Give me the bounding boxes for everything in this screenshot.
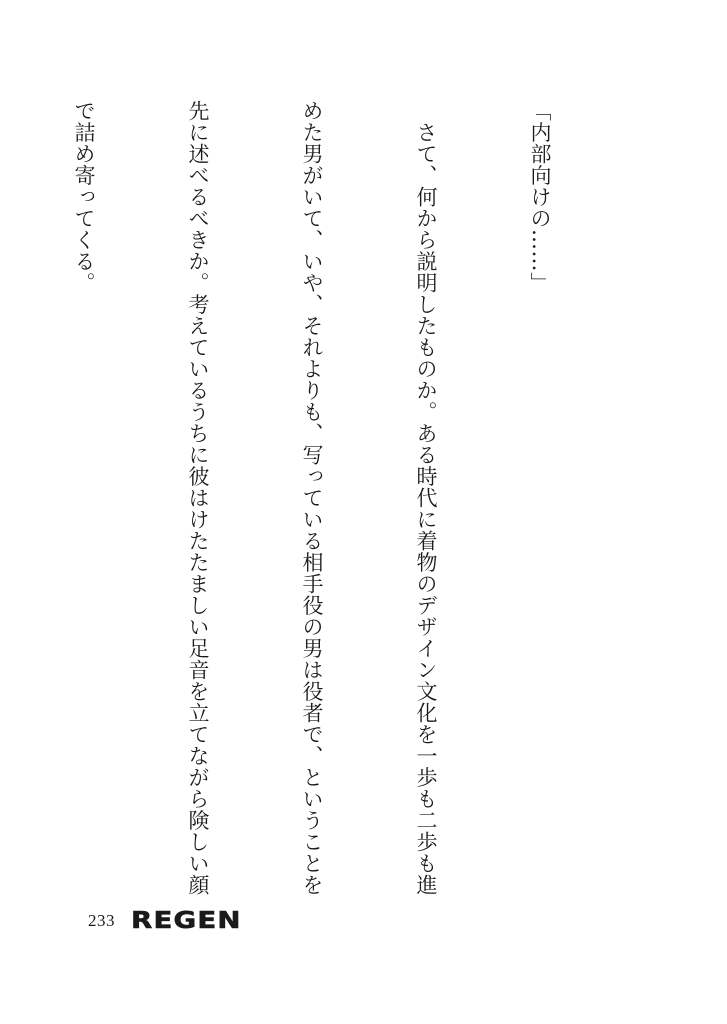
text-line: で詰め寄ってくる。 [72,100,96,294]
page-number: 233 [88,911,115,930]
text-line: めた男がいて、いや、それよりも、写っている相手役の男は役者で、ということを [300,100,324,896]
publisher-logo: REGEN [131,908,242,934]
vertical-text-block [72,100,635,896]
text-line: さて、何から説明したものか。ある時代に着物のデザイン文化を一歩も二歩も進 [414,100,438,896]
text-line: 先に述べるべきか。考えているうちに彼はけたたましい足音を立てながら険しい顔 [186,100,210,896]
page-footer [88,908,242,934]
text-line: 「内部向けの……」 [528,100,552,294]
